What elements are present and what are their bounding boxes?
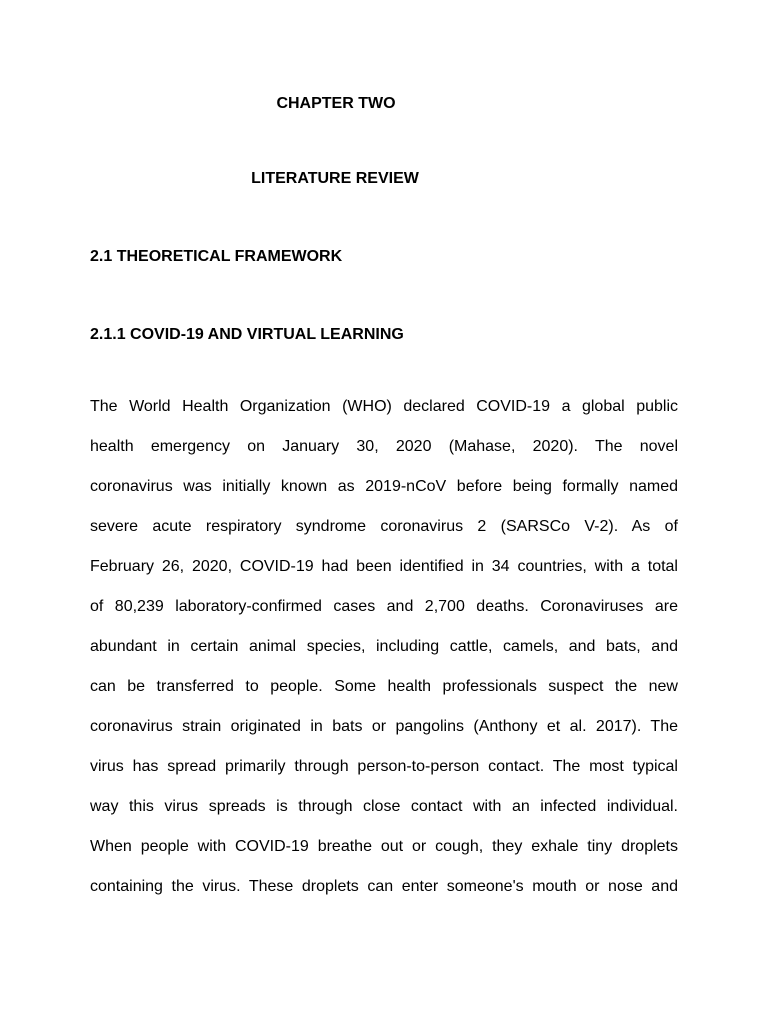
subsection-heading: 2.1.1 COVID-19 AND VIRTUAL LEARNING	[90, 326, 404, 343]
paragraph-line: way this virus spreads is through close contact with an infected individual.	[90, 798, 678, 815]
paragraph-line: can be transferred to people. Some health professionals suspect the new	[90, 678, 678, 695]
paragraph-line: containing the virus. These droplets can enter someone's mouth or nose and	[90, 878, 678, 895]
paragraph-line: coronavirus strain originated in bats or pangolins (Anthony et al. 2017). The	[90, 718, 678, 735]
paragraph-line: February 26, 2020, COVID-19 had been identified in 34 countries, with a total	[90, 558, 678, 575]
chapter-title: CHAPTER TWO	[276, 95, 396, 112]
paragraph-line: coronavirus was initially known as 2019-nCoV before being formally named	[90, 478, 678, 495]
paragraph-line: of 80,239 laboratory-confirmed cases and 2,700 deaths. Coronaviruses are	[90, 598, 678, 615]
paragraph-line: health emergency on January 30, 2020 (Mahase, 2020). The novel	[90, 438, 678, 455]
body-paragraph	[90, 397, 678, 917]
section-heading: 2.1 THEORETICAL FRAMEWORK	[90, 248, 343, 265]
paragraph-line: When people with COVID-19 breathe out or cough, they exhale tiny droplets	[90, 838, 678, 855]
chapter-subtitle: LITERATURE REVIEW	[251, 170, 419, 187]
paragraph-line: virus has spread primarily through person-to-person contact. The most typical	[90, 758, 678, 775]
paragraph-line: severe acute respiratory syndrome coronavirus 2 (SARSCo V-2). As of	[90, 518, 678, 535]
paragraph-line: abundant in certain animal species, including cattle, camels, and bats, and	[90, 638, 678, 655]
paragraph-line: The World Health Organization (WHO) declared COVID-19 a global public	[90, 398, 678, 415]
